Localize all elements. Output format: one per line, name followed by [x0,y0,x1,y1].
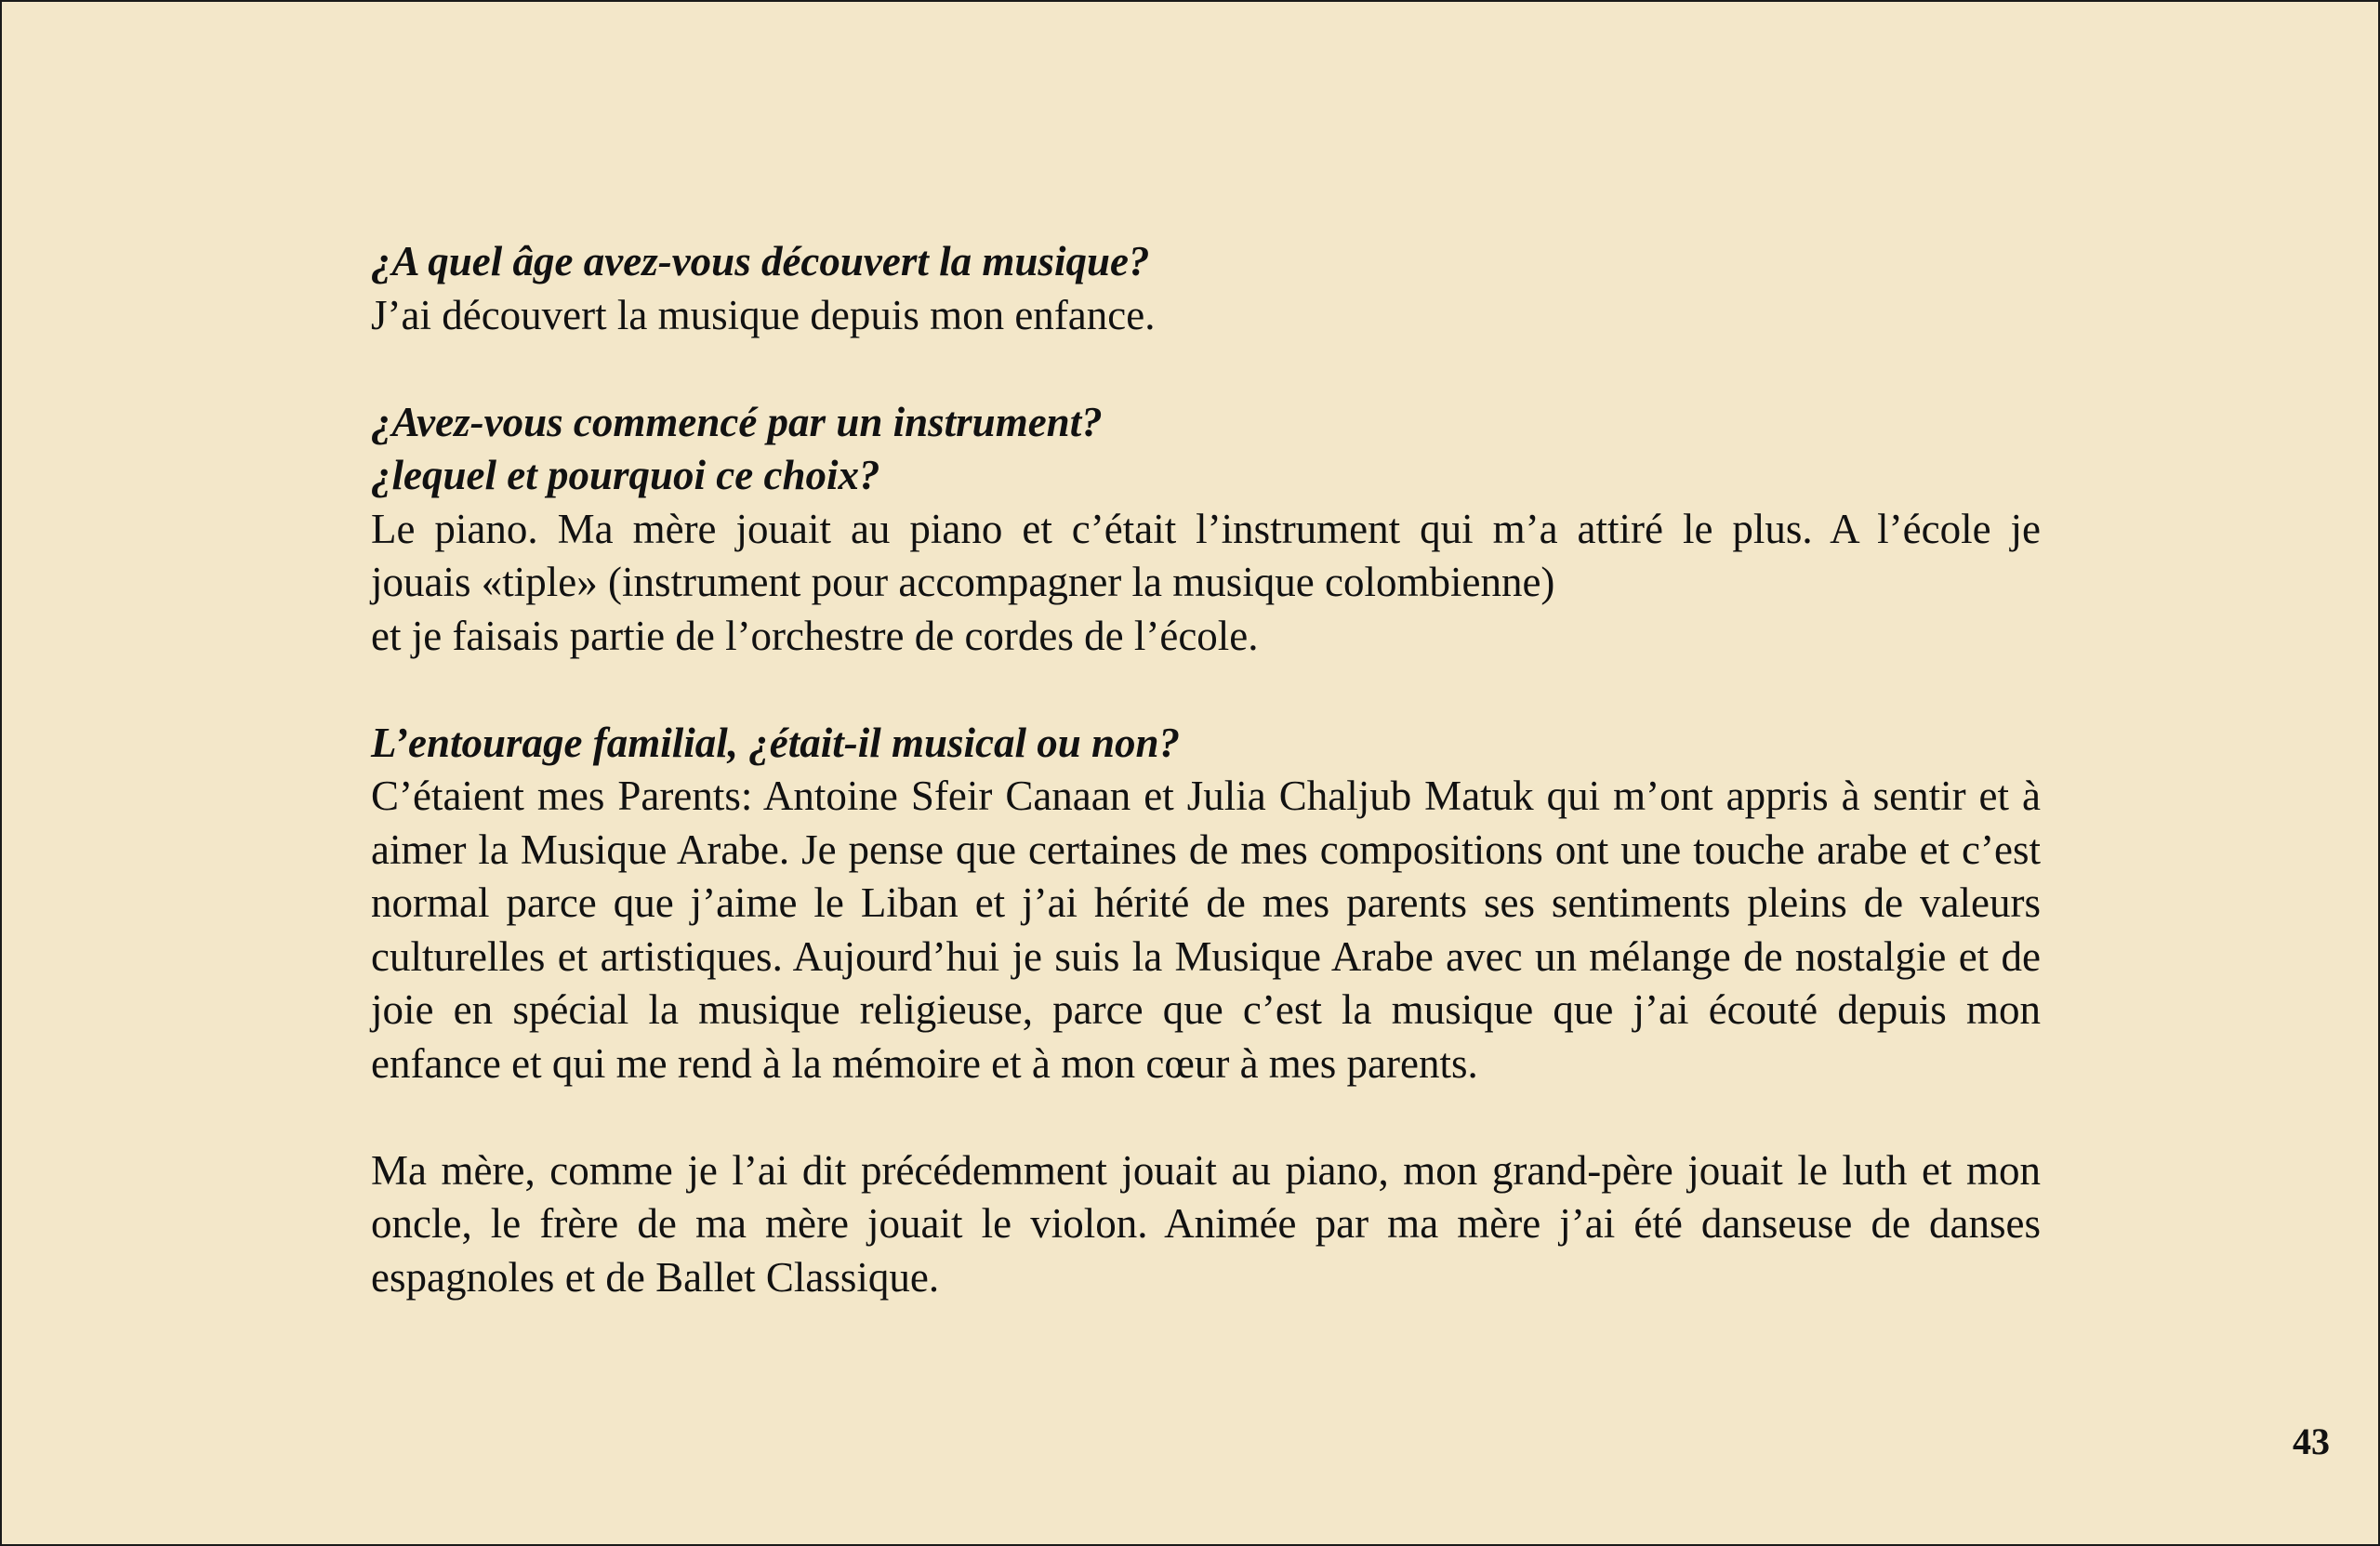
page-number: 43 [2293,1420,2330,1462]
paragraph-family-music: Ma mère, comme je l’ai dit précédemment jouait au piano, mon grand-père jouait le luth et mon oncle, le frère de ma mère jouait le violon. Animée par ma mère j’ai été danseuse de danses espagnoles et de Ballet Classique. [371,1146,2041,1301]
answer-instrument-line-3: et je faisais partie de l’orchestre de cordes de l’école. [371,612,1259,659]
answer-family-musical: C’étaient mes Parents: Antoine Sfeir Canaan et Julia Chaljub Matuk qui m’ont appris à sentir et à aimer la Musique Arabe. Je pense que certaines de mes compositions ont une touche arabe et c’est normal parce que j’aime le Liban et j’ai hérité de mes parents ses sentiments pleins de valeurs culturelles et artistiques. Aujourd’hui je suis la Musique Arabe avec un mélange de nostalgie et de joie en spécial la musique religieuse, parce que c’est la musique que j’ai écouté depuis mon enfance et qui me rend à la mémoire et à mon cœur à mes parents. [371,773,2041,1087]
question-first-instrument: ¿Avez-vous commencé par un instrument? [371,398,1103,445]
question-instrument-choice: ¿lequel et pourquoi ce choix? [371,452,880,498]
answer-instrument-line-2: jouais «tiple» (instrument pour accompagner la musique colombienne) [371,559,1555,605]
answer-music-age: J’ai découvert la musique depuis mon enfance. [371,291,1156,338]
question-music-age: ¿A quel âge avez-vous découvert la musique? [371,238,1150,284]
paragraph-gap [371,1090,2041,1144]
answer-instrument-line-1: Le piano. Ma mère jouait au piano et c’était l’instrument qui m’a attiré le plus. A l’école je [371,505,2041,552]
question-family-musical: L’entourage familial, ¿était-il musical ou non? [371,719,1181,766]
paragraph-gap [371,342,2041,396]
interview-text [371,235,2041,1304]
paragraph-gap [371,663,2041,717]
